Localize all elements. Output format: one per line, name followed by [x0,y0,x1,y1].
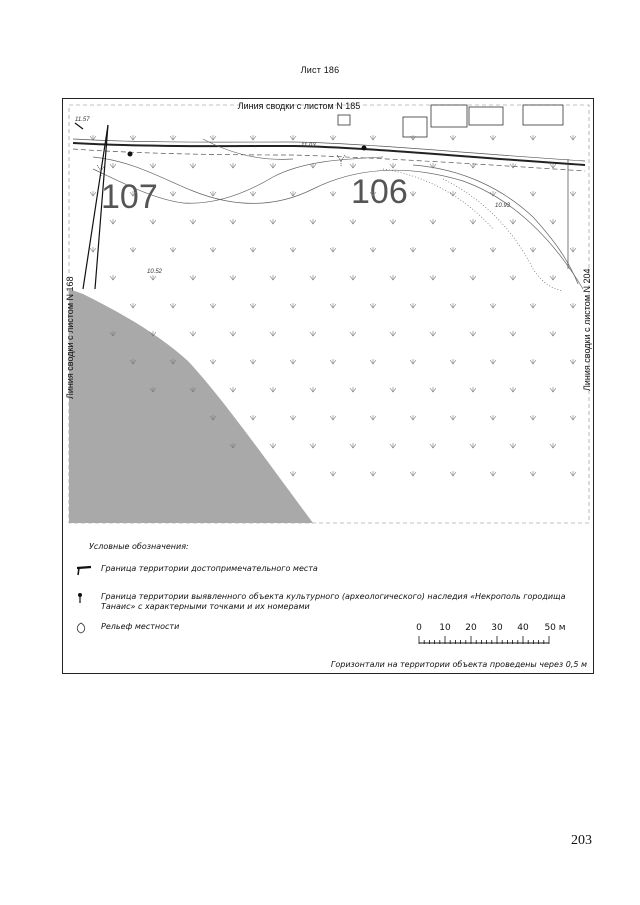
grass-symbol [310,443,316,448]
relief-icon [75,622,93,634]
grass-symbol [170,191,176,196]
boundary-point-107 [128,152,133,157]
grass-symbol [270,387,276,392]
grass-symbol [490,359,496,364]
grass-symbol [550,275,556,280]
grass-symbol [270,443,276,448]
scale-bar [415,623,585,653]
page-number: 203 [571,833,592,848]
grass-symbol [430,219,436,224]
grass-symbol [330,359,336,364]
grass-symbol [350,275,356,280]
grass-symbol [350,387,356,392]
elevation-label: 11.03 [301,143,316,149]
contour-lines [93,139,583,291]
grass-symbol [330,191,336,196]
grass-symbol [350,163,356,168]
grass-symbol [510,331,516,336]
grass-symbol [370,247,376,252]
legend-item-text: Граница территории достопримечательного места [101,564,318,573]
grass-symbol [490,471,496,476]
grass-symbol [330,135,336,140]
legend-item-text: Рельеф местности [101,622,180,631]
grass-symbol [310,219,316,224]
grass-symbol [490,247,496,252]
grass-symbol [250,303,256,308]
point-label-106: 106 [351,173,408,211]
grass-symbol [130,247,136,252]
grass-symbol [290,303,296,308]
grass-symbol [530,303,536,308]
grass-symbol [130,303,136,308]
point-label-107: 107 [101,178,158,216]
grass-symbol [450,135,456,140]
grass-symbol [430,275,436,280]
grass-symbol [290,247,296,252]
grass-symbol [290,135,296,140]
grass-symbol [110,275,116,280]
scale-label: 30 [491,623,503,633]
grass-symbol [410,471,416,476]
grass-symbol [470,443,476,448]
grass-symbol [330,471,336,476]
grass-symbol [450,415,456,420]
grass-symbol [190,331,196,336]
grass-symbol [150,275,156,280]
grass-symbol [450,303,456,308]
grass-symbol [90,135,96,140]
grass-symbol [390,331,396,336]
grass-symbol [150,163,156,168]
grass-symbol [470,331,476,336]
grass-symbol [250,359,256,364]
grass-symbol [90,191,96,196]
elevation-label: 10.52 [147,269,163,275]
label-top: Линия сводки с листом N 185 [237,101,361,111]
grass-symbol [450,471,456,476]
grass-symbol [270,275,276,280]
grass-symbol [310,387,316,392]
grass-symbol [390,219,396,224]
grass-symbol [490,415,496,420]
grass-symbol [430,387,436,392]
grass-symbol [330,303,336,308]
grass-symbol [230,275,236,280]
grass-symbol [330,247,336,252]
grass-symbol [530,415,536,420]
boundary-point-icon [75,592,93,604]
grass-symbol [290,471,296,476]
elevation-label: 11.57 [75,117,90,123]
grass-symbol [390,387,396,392]
grass-symbol [490,135,496,140]
grass-symbol [490,191,496,196]
grass-symbol [490,303,496,308]
grass-symbol [250,191,256,196]
grass-symbol [410,135,416,140]
grass-symbol [210,191,216,196]
grass-symbol [190,275,196,280]
grass-symbol [170,303,176,308]
grass-symbol [290,415,296,420]
grass-symbol [570,359,576,364]
grass-symbol [410,191,416,196]
grass-symbol [570,135,576,140]
grass-symbol [530,359,536,364]
grass-symbol [270,163,276,168]
grass-symbol [350,219,356,224]
grass-symbol [310,275,316,280]
legend-item-text: Граница территории выявленного объекта культурного (археологического) наследия «Некрополь городища Танаис» с характерными точками и их номерами [101,592,566,611]
label-left: Линия сводки с листом N 168 [65,276,75,399]
grass-symbol [270,331,276,336]
grass-symbol [250,415,256,420]
grass-symbol [530,247,536,252]
grass-symbol [190,219,196,224]
grass-symbol [550,387,556,392]
grass-symbol [510,163,516,168]
grass-symbol [410,359,416,364]
grass-symbol [230,331,236,336]
map-frame [62,98,594,674]
grass-symbol [270,219,276,224]
grass-symbol [350,331,356,336]
contour-note: Горизонтали на территории объекта проведены через 0,5 м [330,660,587,669]
grass-symbol [190,163,196,168]
grass-symbol [410,247,416,252]
grass-symbol [410,303,416,308]
grass-symbol [530,471,536,476]
grass-symbol [230,387,236,392]
grass-symbol [410,415,416,420]
grass-symbol [390,163,396,168]
grey-territory [69,289,313,523]
label-right: Линия сводки с листом N 204 [582,268,592,391]
grass-symbol [370,359,376,364]
grass-symbol [170,247,176,252]
legend-heading: Условные обозначения: [89,542,189,551]
sheet-title: Лист 186 [300,65,340,75]
grass-symbol [290,359,296,364]
grass-symbol [130,135,136,140]
legend [63,529,594,674]
grass-symbol [450,191,456,196]
grass-symbol [110,219,116,224]
grass-symbol [310,331,316,336]
grass-symbol [210,303,216,308]
grass-symbol [450,359,456,364]
grass-symbol [350,443,356,448]
grass-symbol [430,443,436,448]
grass-symbol [370,415,376,420]
grass-symbol [370,303,376,308]
grass-symbol [550,219,556,224]
grass-symbol [370,135,376,140]
grass-symbol [570,415,576,420]
grass-symbol [550,331,556,336]
grass-symbol [330,415,336,420]
grass-symbol [570,191,576,196]
scale-label: 0 [416,623,422,633]
grass-symbol [430,331,436,336]
grass-symbol [470,219,476,224]
grass-symbol [230,219,236,224]
grass-symbol [510,219,516,224]
grass-symbol [250,135,256,140]
buildings [338,105,563,137]
map-canvas [63,99,594,529]
grass-symbol [470,387,476,392]
scale-ruler [415,635,555,651]
grass-symbol [450,247,456,252]
road-edge-upper [73,139,585,161]
grass-symbol [370,471,376,476]
grass-symbol [470,275,476,280]
scale-label: 20 [465,623,477,633]
grass-symbol [570,471,576,476]
grass-symbol [210,247,216,252]
grass-symbol [210,135,216,140]
grass-symbol [550,443,556,448]
grass-symbol [230,163,236,168]
boundary-point-106 [362,146,367,151]
grass-symbol [250,247,256,252]
grass-symbol [290,191,296,196]
grass-symbol [210,359,216,364]
grass-symbol [110,163,116,168]
grass-symbol [510,387,516,392]
scale-label: 10 [439,623,451,633]
grass-symbol [530,135,536,140]
grass-symbol [150,219,156,224]
elevation-label: 10.93 [495,203,511,209]
grass-symbol [510,443,516,448]
grass-symbol [570,303,576,308]
boundary-flag-icon [75,564,93,576]
scale-label: 50 м [544,623,566,633]
grass-symbol [530,191,536,196]
grass-symbol [510,275,516,280]
scale-label: 40 [517,623,529,633]
grass-symbol [170,135,176,140]
grass-symbol [390,275,396,280]
boundary-line [73,143,585,165]
grass-symbol [570,247,576,252]
grass-symbol [390,443,396,448]
grass-symbol [90,247,96,252]
